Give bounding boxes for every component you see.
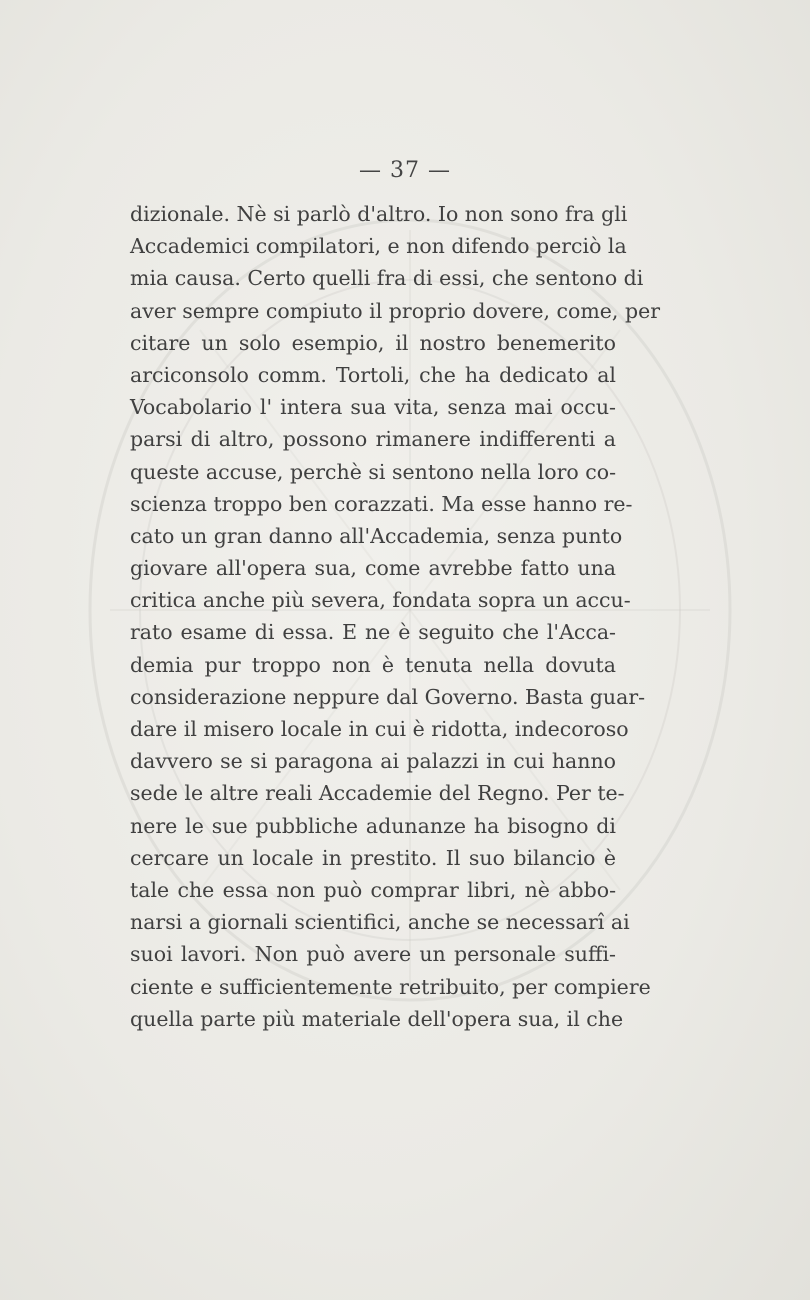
page-number: — 37 —	[359, 158, 451, 183]
text-line: narsi a giornali scientifici, anche se necessarî ai	[130, 910, 630, 935]
text-line: dizionale. Nè si parlò d'altro. Io non sono fra gli	[130, 202, 628, 226]
text-line: scienza troppo ben corazzati. Ma esse hanno re-	[130, 491, 633, 516]
text-line: suoi lavori. Non può avere un personale suffi-	[130, 942, 616, 967]
text-line: critica anche più severa, fondata sopra un accu-	[130, 588, 631, 613]
text-line: cato un gran danno all'Accademia, senza punto	[130, 523, 623, 548]
text-line: giovare all'opera sua, come avrebbe fatto una	[130, 556, 616, 581]
text-line: Accademici compilatori, e non difendo perciò la	[130, 234, 627, 259]
text-line: dare il misero locale in cui è ridotta, indecoroso	[130, 717, 629, 741]
text-line: Vocabolario l' intera sua vita, senza mai occu-	[130, 395, 616, 420]
text-line: nere le sue pubbliche adunanze ha bisogno di	[130, 813, 616, 838]
text-line: davvero se si paragona ai palazzi in cui hanno	[130, 749, 616, 774]
text-line: cercare un locale in prestito. Il suo bilancio è	[130, 845, 616, 870]
text-line: demia pur troppo non è tenuta nella dovuta	[130, 652, 616, 677]
text-line: citare un solo esempio, il nostro benemerito	[130, 330, 616, 355]
text-line: aver sempre compiuto il proprio dovere, come, per	[130, 298, 661, 323]
text-line: ciente e sufficientemente retribuito, per compiere	[130, 974, 651, 999]
text-line: parsi di altro, possono rimanere indifferenti a	[130, 427, 616, 452]
text-line: quella parte più materiale dell'opera sua, il che	[130, 1006, 624, 1031]
body-text	[130, 198, 661, 1035]
text-line: mia causa. Certo quelli fra di essi, che sentono di	[130, 266, 644, 291]
text-line: rato esame di essa. E ne è seguito che l'Acca-	[130, 620, 616, 645]
text-line: considerazione neppure dal Governo. Basta guar-	[130, 684, 646, 709]
text-line: sede le altre reali Accademie del Regno. Per te-	[130, 781, 625, 806]
text-line: queste accuse, perchè si sentono nella loro co-	[130, 459, 616, 484]
text-line: arciconsolo comm. Tortoli, che ha dedicato al	[130, 362, 616, 387]
text-line: tale che essa non può comprar libri, nè abbo-	[130, 877, 616, 902]
